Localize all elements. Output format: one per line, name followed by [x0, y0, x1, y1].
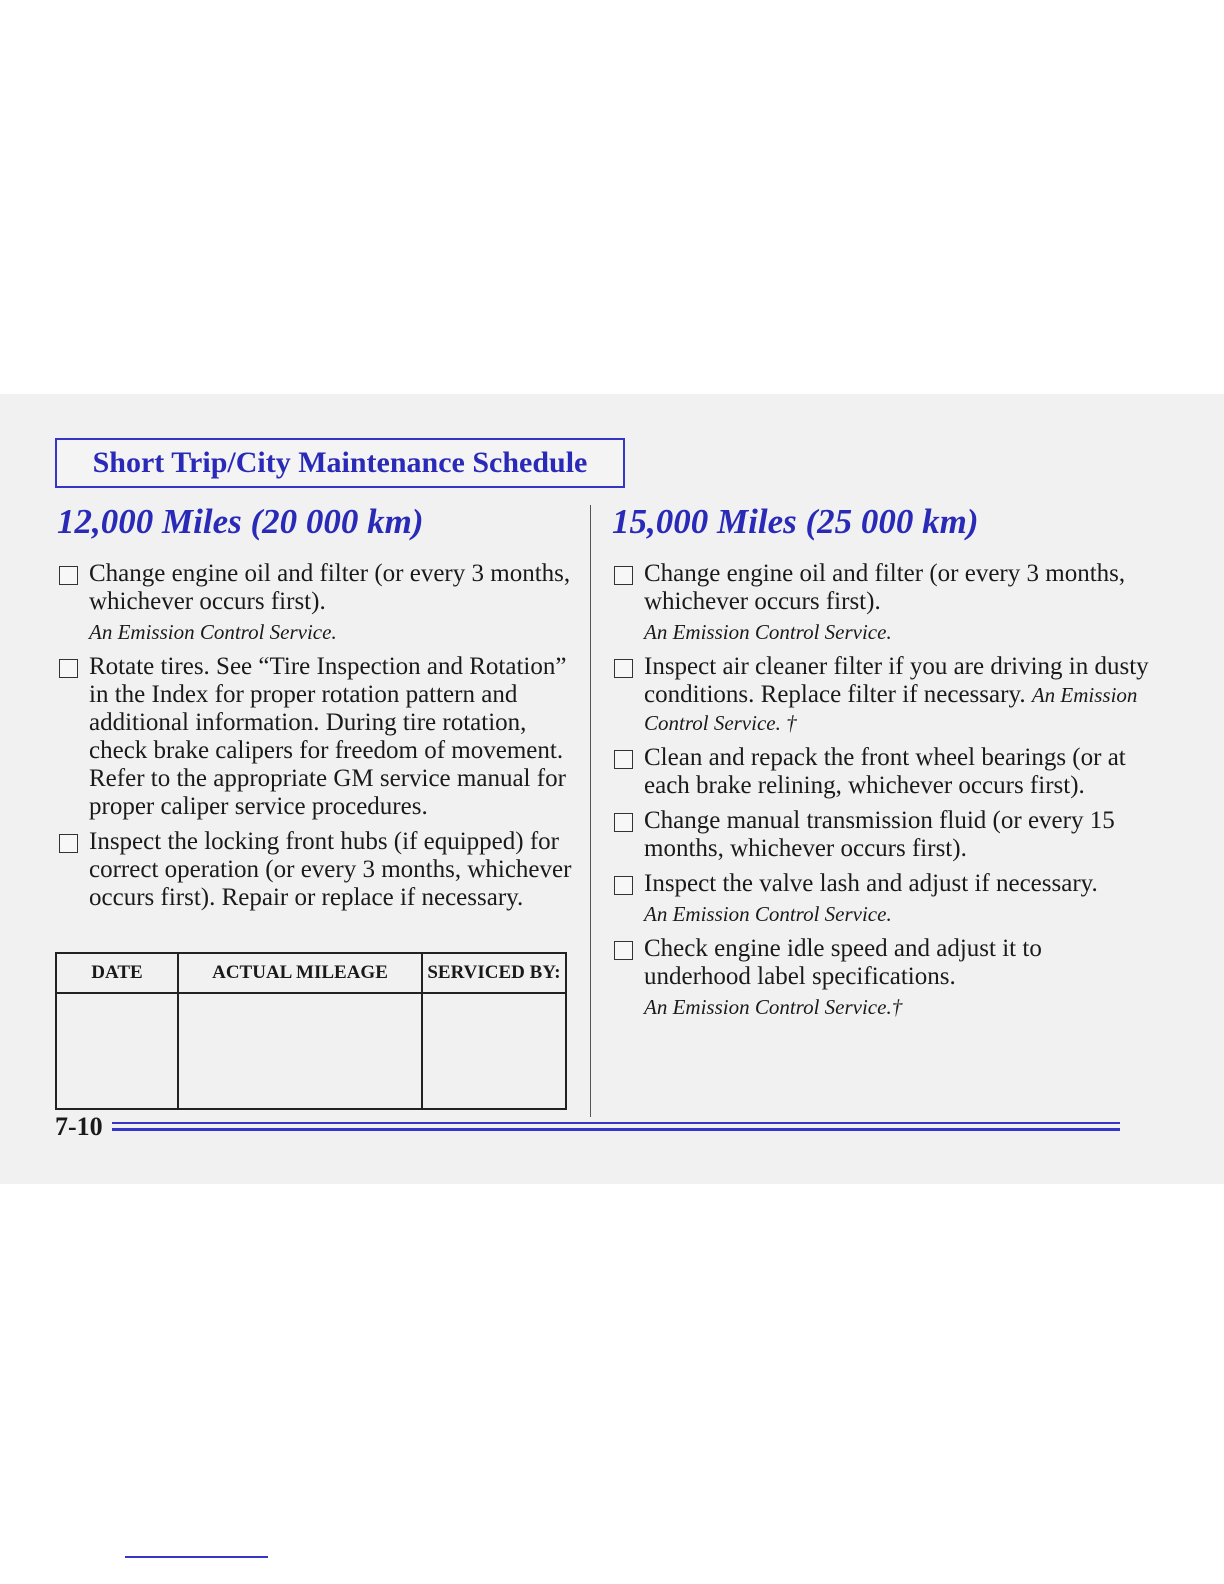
item-note: An Emission Control Service.: [644, 620, 892, 644]
col-serviced: SERVICED BY:: [422, 953, 566, 993]
mileage-cell[interactable]: [178, 993, 422, 1109]
item-text: Change manual transmission fluid (or every 15 months, whichever occurs first).: [644, 807, 1115, 862]
right-item-3: [612, 744, 1152, 800]
checkbox[interactable]: [614, 813, 633, 832]
col-date: DATE: [56, 953, 178, 993]
table-header-row: [56, 953, 566, 993]
item-note: An Emission Control Service.: [644, 902, 892, 926]
item-text: Clean and repack the front wheel bearings (or at each brake relining, whichever occurs first).: [644, 744, 1126, 799]
bottom-rule: [125, 1556, 268, 1558]
right-item-2: [612, 653, 1152, 737]
item-text: Change engine oil and filter (or every 3 months, whichever occurs first).: [89, 560, 571, 615]
right-item-5: [612, 870, 1152, 928]
checkbox[interactable]: [59, 659, 78, 678]
serviced-cell[interactable]: [422, 993, 566, 1109]
item-text: Inspect air cleaner filter if you are driving in dusty conditions. Replace filter if necessary.: [644, 653, 1149, 708]
right-column: [612, 500, 1152, 1028]
item-note: An Emission Control Service.: [89, 620, 337, 644]
left-item-2: [57, 653, 577, 821]
right-item-6: [612, 935, 1152, 1021]
item-note: An Emission Control Service.†: [644, 995, 903, 1019]
left-column: [57, 500, 577, 919]
checkbox[interactable]: [614, 750, 633, 769]
checkbox[interactable]: [614, 941, 633, 960]
page-number: 7-10: [55, 1112, 103, 1141]
item-text: Rotate tires. See “Tire Inspection and Rotation” in the Index for proper rotation pattern and additional information. During tire rotation, check brake calipers for freedom of movement. Refer to the appropriate GM service manual for proper caliper service procedures.: [89, 653, 567, 820]
date-cell[interactable]: [56, 993, 178, 1109]
checkbox[interactable]: [614, 876, 633, 895]
right-item-1: [612, 560, 1152, 646]
checkbox[interactable]: [614, 566, 633, 585]
service-log-table: [55, 952, 567, 1110]
column-divider: [590, 505, 591, 1117]
checkbox[interactable]: [59, 566, 78, 585]
item-text: Change engine oil and filter (or every 3 months, whichever occurs first).: [644, 560, 1126, 615]
item-note: An Emission Control Service. †: [644, 683, 1138, 735]
left-item-1: [57, 560, 577, 646]
right-item-4: [612, 807, 1152, 863]
left-heading: 12,000 Miles (20 000 km): [57, 502, 424, 541]
checkbox[interactable]: [614, 659, 633, 678]
right-heading: 15,000 Miles (25 000 km): [612, 502, 979, 541]
left-item-3: [57, 828, 577, 912]
item-text: Check engine idle speed and adjust it to underhood label specifications.: [644, 935, 1042, 990]
col-mileage: ACTUAL MILEAGE: [178, 953, 422, 993]
item-text: Inspect the valve lash and adjust if necessary.: [644, 870, 1098, 897]
checkbox[interactable]: [59, 834, 78, 853]
table-row: [56, 993, 566, 1109]
footer-rule: [112, 1122, 1120, 1131]
section-title: Short Trip/City Maintenance Schedule: [55, 438, 625, 488]
item-text: Inspect the locking front hubs (if equipped) for correct operation (or every 3 months, whichever occurs first). Repair or replace if necessary.: [89, 828, 572, 911]
